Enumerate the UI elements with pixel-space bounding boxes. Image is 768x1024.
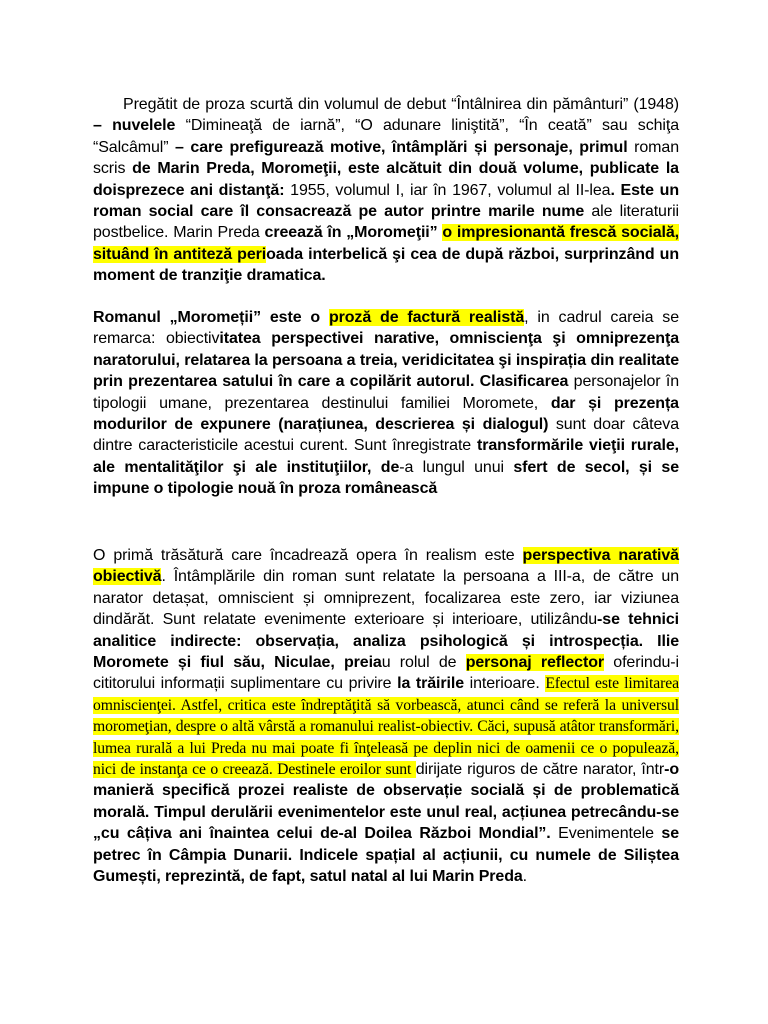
highlighted-text: lă, situând în antiteză peri xyxy=(93,224,680,263)
highlighted-text: personaj reflector xyxy=(465,654,604,672)
text-run: Pregătit de proza scurtă din volumul de debut “Întâlnirea din pământuri” xyxy=(123,96,634,113)
highlighted-text: o impresionantă frescă socia xyxy=(442,224,662,242)
text-run: . xyxy=(522,868,528,886)
text-run: dirijate riguros de către narator, într xyxy=(415,761,665,779)
text-run: de Marin Preda, Moromeţii, este alcătuit din două volume, publicate la doisprezece ani distanţă: xyxy=(93,160,679,199)
text-run: se petrec în Câmpia Dunarii. Indicele spațial al acțiunii, cu numele de Siliștea Gumești, reprezintă, de fapt, satul natal al lui Marin Preda xyxy=(93,825,680,886)
paragraph-intro xyxy=(93,94,679,287)
text-run: ale literaturii postbelice. Marin Preda xyxy=(93,203,679,242)
text-run: transformările vieţii rurale, ale mentalităţilor şi ale instituţiilor, de xyxy=(93,437,679,476)
text-run: (1948) xyxy=(633,96,679,113)
text-run: dar și prezența modurilor de expunere (narațiunea, descrierea și dialogul) xyxy=(93,394,679,434)
highlighted-text: perspectiva narativă obiectivă xyxy=(93,547,679,586)
text-run: u rolul de xyxy=(381,654,466,672)
text-run: creează în „Moromeţii” xyxy=(264,224,443,242)
text-run: -se „cu câțiva ani înaintea celui de xyxy=(93,803,679,843)
highlighted-text: proză de factură realistă xyxy=(328,309,525,326)
highlighted-text: Efectul este limitarea omniscienţei. Astfel, critica este îndreptăţită să vorbească, atunci când se referă la universul moromeţian, despre o altă vârstă a romanului realist-obiectiv. Căci, supusă atâtor transformări, lumea rurală a lui Preda nu mai poate fi înţeleasă pe deplin nici de oamenii ce o populează, nici de instanţa ce o creează. Destinele eroilor sunt xyxy=(93,675,679,779)
text-run: -o manieră specifică prozei realiste de observație socială și de problematică morală. Timpul derulării evenimentelor este unul real, acțiunea petrecându xyxy=(93,761,679,821)
text-run: interioare. xyxy=(469,675,546,693)
text-run: . Întâmplările din roman sunt relatate la persoana a III-a, de către un narator detașat, omniscient și omniprezent, focalizarea este zero, iar viziunea dindărăt. Sunt relatate evenimente exterioare și interioare, utilizându xyxy=(93,568,679,629)
text-run: -a lungul unui xyxy=(399,458,514,476)
text-run: sunt doar câteva dintre caracteristicile acestui curent. Sunt înregistrate xyxy=(93,416,679,455)
text-run: personajelor în tipologii umane, prezentarea destinului familiei Moromete, xyxy=(93,373,679,412)
paragraph-realist-prose xyxy=(93,307,679,500)
text-run: oferindu-i cititorului informații suplimentare cu privire xyxy=(93,654,679,693)
text-run: “Dimineaţă de iarnă”, “O adunare liniştită”, “În ceată” sau schiţa “Salcâmul” xyxy=(93,117,679,156)
text-run: . Este un roman social care îl consacrează pe autor printre marile nume xyxy=(93,181,679,221)
text-run: Evenimentele xyxy=(558,825,662,843)
text-run: O primă trăsătură care încadrează opera în realism este xyxy=(93,547,523,564)
text-run: roman scris xyxy=(93,138,679,178)
text-run: -se tehnici analitice indirecte: observația, analiza psihologică și introspecția. Ilie Moromete și fiul său, Niculae, preia xyxy=(93,611,679,672)
text-run: Romanul „Moromeții” este o xyxy=(93,309,329,326)
text-run: oada interbelică şi cea de după război, surprinzând un moment de tranziţie dramatica. xyxy=(93,245,680,285)
text-run: -al Doilea Război Mondial”. xyxy=(338,825,559,843)
text-run: sfert de secol, și se impune o tipologie nouă în proza românească xyxy=(93,458,679,498)
paragraph-narrative-perspective xyxy=(93,545,679,888)
text-run: , in cadrul careia se remarca: obiectiv xyxy=(93,309,679,348)
text-run: – nuvelele xyxy=(93,117,186,135)
text-run: 1955, volumul I, iar în 1967, volumul al II-lea xyxy=(290,181,611,199)
text-run: – care prefigurează motive, întâmplări și personaje, primul xyxy=(175,138,635,156)
text-run: itatea perspectivei narative, omniscienţa şi omniprezenţa naratorului, relatarea la persoana a treia, veridicitatea şi inspirația din realitate prin prezentarea satului în care a copilărit autorul. Clasificarea xyxy=(93,330,679,391)
text-run: la trăirile xyxy=(397,675,470,693)
